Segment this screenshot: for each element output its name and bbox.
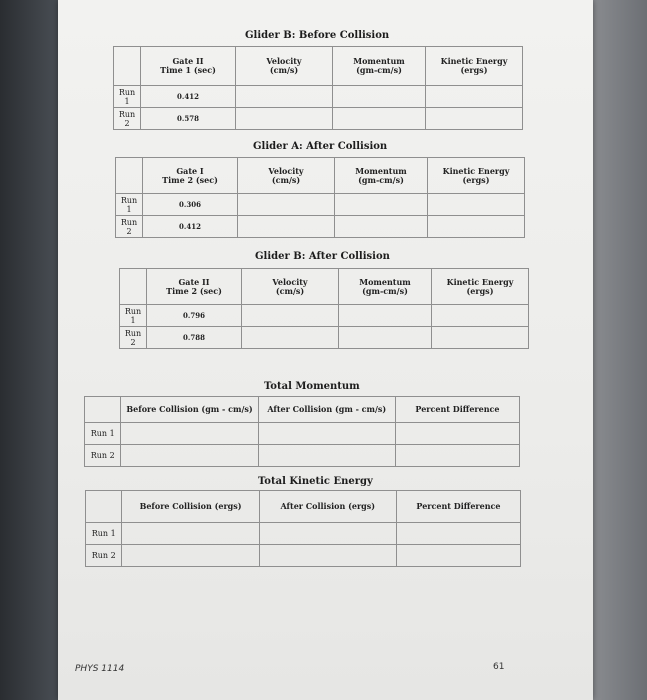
background-left: [0, 0, 60, 700]
row-label: Run 2: [114, 108, 141, 130]
after-collision-cell[interactable]: [258, 423, 395, 445]
kinetic-energy-cell[interactable]: [426, 86, 523, 108]
row-label: Run 2: [120, 327, 147, 349]
row-label: Run 1: [85, 423, 121, 445]
header-blank: [114, 47, 141, 86]
after-collision-cell[interactable]: [259, 545, 396, 567]
before-collision-cell[interactable]: [121, 445, 258, 467]
velocity-cell[interactable]: [238, 216, 335, 238]
header-momentum: Momentum (gm-cm/s): [333, 47, 426, 86]
before-collision-cell[interactable]: [121, 423, 258, 445]
kinetic-energy-cell[interactable]: [428, 216, 525, 238]
time-value: 0.306: [143, 194, 238, 216]
time-value: 0.412: [143, 216, 238, 238]
velocity-cell[interactable]: [236, 108, 333, 130]
kinetic-energy-cell[interactable]: [428, 194, 525, 216]
total-kinetic-energy-table: [85, 490, 521, 567]
glider-a-after-table: [115, 157, 525, 238]
before-collision-cell[interactable]: [122, 545, 259, 567]
header-velocity: Velocity (cm/s): [242, 269, 339, 305]
header-kinetic-energy: Kinetic Energy (ergs): [432, 269, 529, 305]
table-row: [86, 545, 521, 567]
table-row: [114, 108, 523, 130]
velocity-cell[interactable]: [242, 305, 339, 327]
table-row: [116, 216, 525, 238]
table-row: [116, 194, 525, 216]
header-gate-time: Gate I Time 2 (sec): [143, 158, 238, 194]
row-label: Run 1: [86, 523, 122, 545]
table-row: [85, 445, 520, 467]
row-label: Run 1: [116, 194, 143, 216]
glider-b-after-title: Glider B: After Collision: [255, 251, 390, 262]
table-row: [120, 327, 529, 349]
total-momentum-table: [84, 396, 520, 467]
header-blank: [86, 491, 122, 523]
percent-difference-cell[interactable]: [395, 423, 519, 445]
header-velocity: Velocity (cm/s): [236, 47, 333, 86]
header-blank: [120, 269, 147, 305]
row-label: Run 1: [114, 86, 141, 108]
momentum-cell[interactable]: [339, 305, 432, 327]
momentum-cell[interactable]: [333, 86, 426, 108]
momentum-cell[interactable]: [339, 327, 432, 349]
header-kinetic-energy: Kinetic Energy (ergs): [428, 158, 525, 194]
row-label: Run 1: [120, 305, 147, 327]
time-value: 0.412: [141, 86, 236, 108]
velocity-cell[interactable]: [242, 327, 339, 349]
table-row: [86, 523, 521, 545]
course-label: PHYS 1114: [75, 664, 125, 674]
background-right: [592, 0, 647, 700]
after-collision-cell[interactable]: [258, 445, 395, 467]
row-label: Run 2: [85, 445, 121, 467]
glider-b-before-title: Glider B: Before Collision: [245, 30, 390, 41]
header-before-collision: Before Collision (ergs): [122, 491, 259, 523]
kinetic-energy-cell[interactable]: [432, 305, 529, 327]
percent-difference-cell[interactable]: [395, 445, 519, 467]
worksheet-page: [58, 0, 593, 700]
after-collision-cell[interactable]: [259, 523, 396, 545]
percent-difference-cell[interactable]: [396, 545, 520, 567]
header-momentum: Momentum (gm-cm/s): [335, 158, 428, 194]
kinetic-energy-cell[interactable]: [426, 108, 523, 130]
header-blank: [85, 397, 121, 423]
momentum-cell[interactable]: [335, 194, 428, 216]
before-collision-cell[interactable]: [122, 523, 259, 545]
table-row: [120, 305, 529, 327]
header-velocity: Velocity (cm/s): [238, 158, 335, 194]
header-gate-time: Gate II Time 1 (sec): [141, 47, 236, 86]
glider-b-before-table: [113, 46, 523, 130]
glider-a-after-title: Glider A: After Collision: [253, 141, 388, 152]
time-value: 0.578: [141, 108, 236, 130]
header-kinetic-energy: Kinetic Energy (ergs): [426, 47, 523, 86]
header-percent-difference: Percent Difference: [395, 397, 519, 423]
velocity-cell[interactable]: [238, 194, 335, 216]
header-percent-difference: Percent Difference: [396, 491, 520, 523]
header-gate-time: Gate II Time 2 (sec): [147, 269, 242, 305]
velocity-cell[interactable]: [236, 86, 333, 108]
glider-b-after-table: [119, 268, 529, 349]
header-blank: [116, 158, 143, 194]
row-label: Run 2: [86, 545, 122, 567]
page-number: 61: [493, 662, 505, 672]
total-momentum-title: Total Momentum: [264, 381, 360, 392]
time-value: 0.796: [147, 305, 242, 327]
header-after-collision: After Collision (ergs): [259, 491, 396, 523]
row-label: Run 2: [116, 216, 143, 238]
momentum-cell[interactable]: [333, 108, 426, 130]
header-momentum: Momentum (gm-cm/s): [339, 269, 432, 305]
header-after-collision: After Collision (gm - cm/s): [258, 397, 395, 423]
percent-difference-cell[interactable]: [396, 523, 520, 545]
table-row: [85, 423, 520, 445]
header-before-collision: Before Collision (gm - cm/s): [121, 397, 258, 423]
kinetic-energy-cell[interactable]: [432, 327, 529, 349]
total-kinetic-energy-title: Total Kinetic Energy: [258, 476, 373, 487]
table-row: [114, 86, 523, 108]
momentum-cell[interactable]: [335, 216, 428, 238]
time-value: 0.788: [147, 327, 242, 349]
